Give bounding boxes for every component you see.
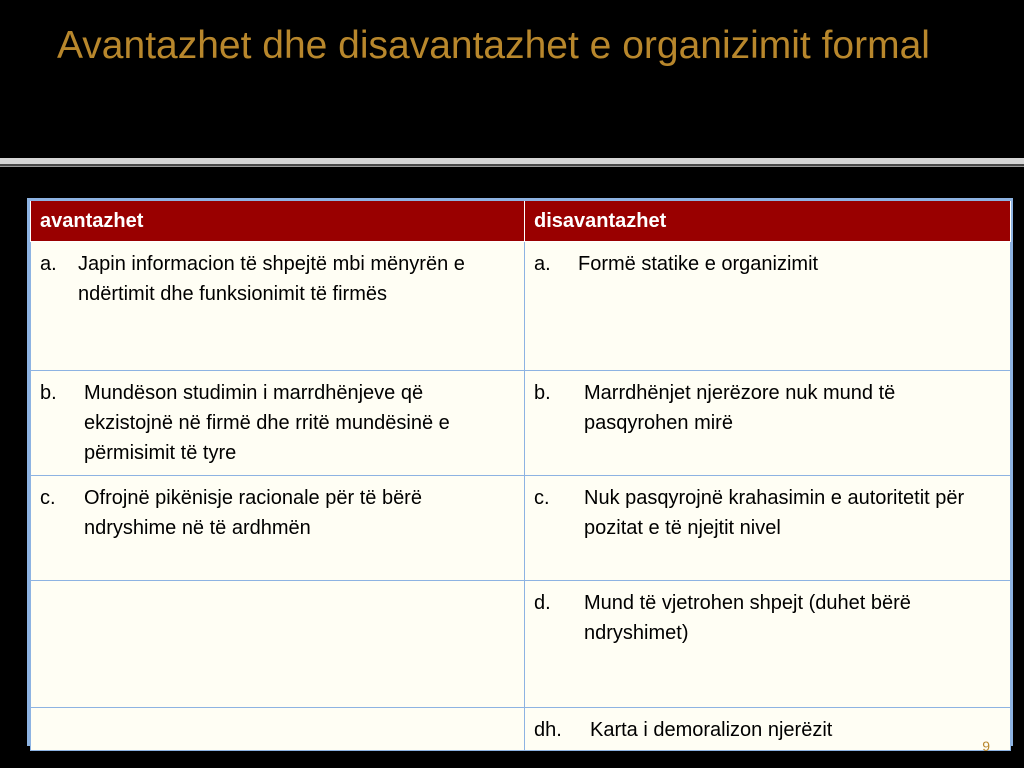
item-text: Mundëson studimin i marrdhënjeve që ekzistojnë në firmë dhe rritë mundësinë e përmisimit të tyre: [84, 382, 450, 464]
table-row: [31, 476, 1011, 581]
table-row: [31, 242, 1011, 371]
item-text: Formë statike e organizimit: [578, 253, 819, 275]
comparison-table: [27, 198, 1013, 746]
disadvantage-cell: [525, 242, 1011, 371]
item-text: Nuk pasqyrojnë krahasimin e autoritetit për pozitat e të njejtit nivel: [584, 487, 965, 539]
list-item: [40, 249, 516, 309]
table-header-row: [31, 201, 1011, 242]
advantage-cell: [31, 371, 525, 476]
list-item: [40, 483, 516, 543]
list-item: [534, 483, 1002, 543]
item-marker: c.: [40, 487, 56, 509]
item-text: Karta i demoralizon njerëzit: [590, 719, 833, 741]
disadvantage-cell: [525, 581, 1011, 708]
item-marker: a.: [40, 253, 57, 275]
item-marker: dh.: [534, 719, 562, 741]
disadvantage-cell: [525, 371, 1011, 476]
table-row: [31, 371, 1011, 476]
title-bar: [0, 0, 1024, 158]
slide-title: Avantazhet dhe disavantazhet e organizimit formal: [57, 24, 930, 67]
header-advantages: avantazhet: [31, 201, 525, 242]
page-number: 9: [982, 738, 990, 754]
list-item: [534, 715, 1002, 745]
advantage-cell-empty: [31, 581, 525, 708]
title-divider-edge: [0, 166, 1024, 167]
disadvantage-cell: [525, 708, 1011, 751]
advantage-cell-empty: [31, 708, 525, 751]
item-text: Mund të vjetrohen shpejt (duhet bërë ndryshimet): [584, 592, 911, 644]
advantage-cell: [31, 242, 525, 371]
list-item: [40, 378, 516, 468]
list-item: [534, 249, 1002, 279]
item-text: Marrdhënjet njerëzore nuk mund të pasqyrohen mirë: [584, 382, 896, 434]
table-row: [31, 708, 1011, 751]
list-item: [534, 588, 1002, 648]
item-marker: a.: [534, 253, 551, 275]
item-marker: d.: [534, 592, 551, 614]
table-grid: [30, 201, 1011, 751]
disadvantage-cell: [525, 476, 1011, 581]
header-disadvantages: disavantazhet: [525, 201, 1011, 242]
item-text: Japin informacion të shpejtë mbi mënyrën e ndërtimit dhe funksionimit të firmës: [78, 253, 465, 305]
item-marker: b.: [534, 382, 551, 404]
table-row: [31, 581, 1011, 708]
item-text: Ofrojnë pikënisje racionale për të bërë ndryshime në të ardhmën: [84, 487, 422, 539]
list-item: [534, 378, 1002, 438]
item-marker: c.: [534, 487, 550, 509]
item-marker: b.: [40, 382, 57, 404]
advantage-cell: [31, 476, 525, 581]
